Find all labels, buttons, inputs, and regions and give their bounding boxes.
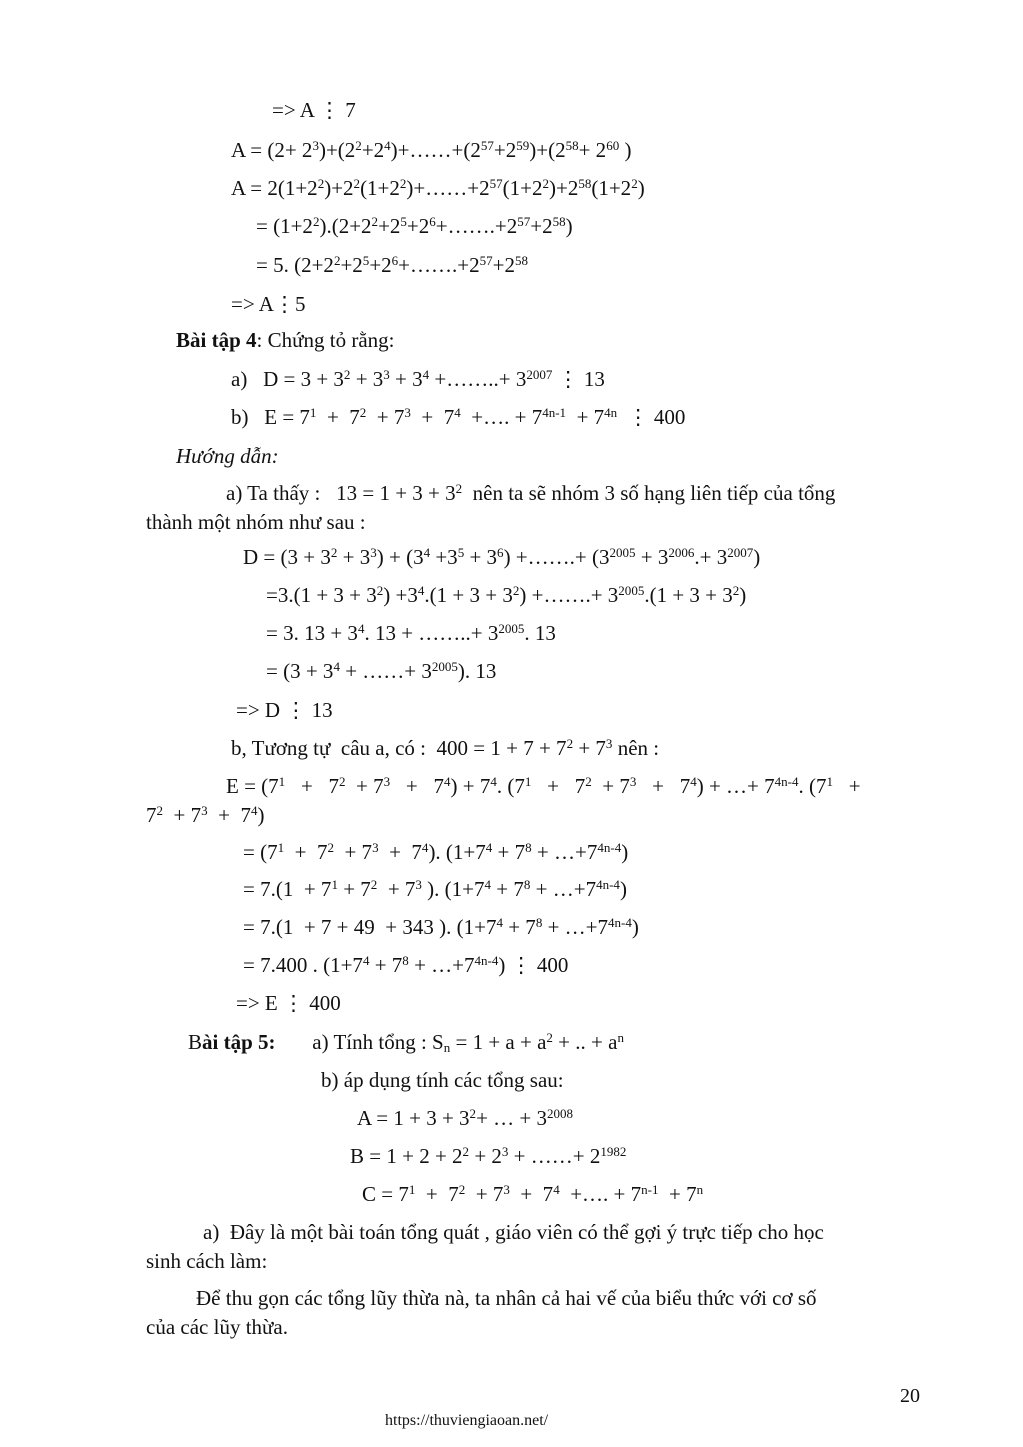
math-line: = $(1+2^2).(2+2^2+2^5+2^6+\dots\dots.+2^{57}+2^{58})$ bbox=[256, 213, 573, 238]
math-line: => A ⋮ 7 bbox=[272, 98, 356, 122]
paragraph-line: của các lũy thừa. bbox=[146, 1315, 288, 1339]
math-line: $A = (2+ 2^3)+(2^2+2^4)+\dots\dots+(2^{57}+2^{59})+(2^{58}+ 2^{60}$ ) bbox=[231, 137, 632, 162]
paragraph-line: a) Ta thấy : $13 = 1 + 3 + 3^2$ nên ta sẽ nhóm 3 số hạng liên tiếp của tổng bbox=[226, 480, 836, 505]
math-line: = 3. $13 + 3^4$. 13 + ……..+ $3^{2005}$. 13 bbox=[266, 620, 556, 645]
math-line: = $7.(1 + 7^1 + 7^2 + 7^3$ ). ($1+7^4 + 7^8$ + $\dots+7^{4n-4}$) bbox=[243, 876, 627, 901]
paragraph-line: b, Tương tự câu a, có : $400 = 1 + 7 + 7^2 + 7^3$ nên : bbox=[231, 735, 660, 760]
math-line: $7^2 + 7^3 + 7^4$) bbox=[146, 802, 265, 827]
math-line: $B = 1 + 2 + 2^2 + 2^3$ + ……+ $2^{1982}$ bbox=[350, 1143, 627, 1168]
guide-heading: Hướng dẫn: bbox=[176, 444, 279, 468]
paragraph-line: a) Đây là một bài toán tổng quát , giáo viên có thể gợi ý trực tiếp cho học bbox=[203, 1220, 824, 1244]
math-line: = 5. ($2+2^2+2^5+2^6+\dots\dots.+2^{57}+2^{58}$ bbox=[256, 252, 528, 277]
paragraph-line: sinh cách làm: bbox=[146, 1249, 268, 1273]
page-number: 20 bbox=[900, 1385, 920, 1407]
math-line: $D = (3 + 3^2 + 3^3) + (3^4 +3^5 + 3^6)$ +…….+ $(3^{2005} + 3^{2006}.+ 3^{2007})$ bbox=[243, 544, 761, 569]
exercise-item: a) $D = 3 + 3^2 + 3^3 + 3^4$ +……..+ $3^{2007}$ ⋮ 13 bbox=[231, 366, 605, 391]
exercise-heading: Bài tập 4: Chứng tỏ rằng: bbox=[176, 328, 395, 352]
exercise-heading: Bài tập 5: a) Tính tổng : $S_n = 1 + a + a^2$ + .. + $a^n$ bbox=[188, 1029, 624, 1056]
math-line: = ($3 + 3^4$ + ……+ $3^{2005}$). 13 bbox=[266, 658, 497, 683]
math-line: => A⋮5 bbox=[231, 292, 306, 316]
math-line: $C = 7^1 + 7^2 + 7^3 + 7^4$ +…. + $7^{n-1} + 7^n$ bbox=[362, 1181, 704, 1206]
math-line: = $(7^1 + 7^2 + 7^3 + 7^4)$. ($1+7^4 + 7^8$ + $\dots+7^{4n-4}$) bbox=[243, 839, 629, 864]
exercise-item: b) $E = 7^1 + 7^2 + 7^3 + 7^4$ +…. + $7^{4n-1} + 7^{4n}$ ⋮ 400 bbox=[231, 404, 686, 429]
math-line: = 7.400 . ($1+7^4 + 7^8$ + $\dots+7^{4n-4}$) ⋮ 400 bbox=[243, 952, 569, 977]
math-line: = 7.(1 + 7 + 49 + 343 ). ($1+7^4 + 7^8$ + $\dots+7^{4n-4}$) bbox=[243, 914, 639, 939]
math-line: $A = 2(1+2^2)+2^2(1+2^2)+\dots\dots+2^{57}(1+2^2)+2^{58}(1+2^2)$ bbox=[231, 175, 645, 200]
math-line: => E ⋮ 400 bbox=[236, 991, 341, 1015]
exercise-item: b) áp dụng tính các tổng sau: bbox=[321, 1068, 564, 1092]
math-line: $E = (7^1 + 7^2 + 7^3 + 7^4) + 7^4$. $(7^1 + 7^2 + 7^3 + 7^4)$ + …+ $7^{4n-4}$. ($7^1$ + bbox=[226, 773, 861, 798]
math-line: $A = 1 + 3 + 3^2+$ … + $3^{2008}$ bbox=[357, 1105, 574, 1130]
paragraph-line: thành một nhóm như sau : bbox=[146, 510, 366, 534]
math-line: => D ⋮ 13 bbox=[236, 698, 333, 722]
footer-url: https://thuviengiaoan.net/ bbox=[385, 1412, 549, 1429]
paragraph-line: Để thu gọn các tổng lũy thừa nà, ta nhân cả hai vế của biểu thức với cơ số bbox=[196, 1286, 817, 1310]
math-line: $=3.(1 + 3 + 3^2) +3^4.(1 + 3 + 3^2)$ +…….+ $3^{2005}.(1 + 3 + 3^2)$ bbox=[266, 582, 747, 607]
